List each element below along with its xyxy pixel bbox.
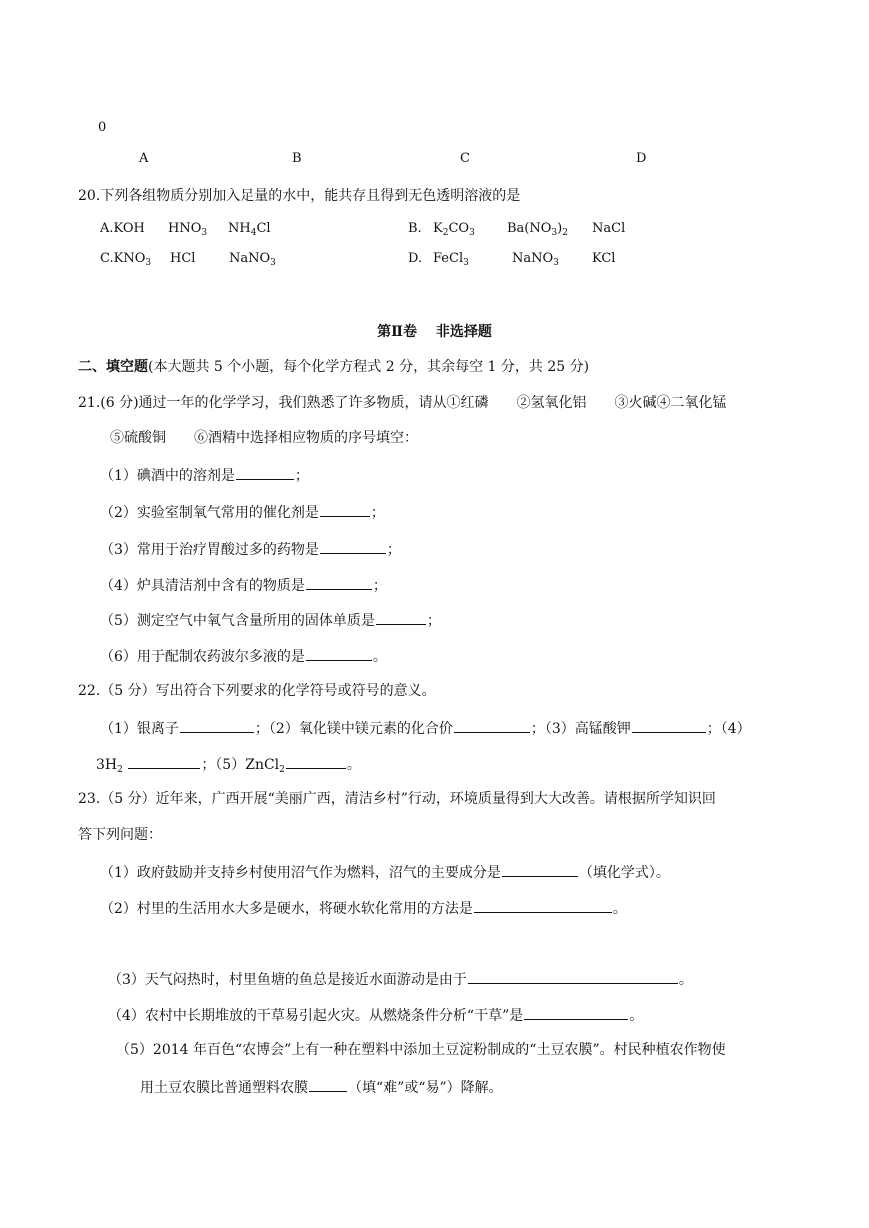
option-label-d: D: [636, 151, 647, 166]
answer-blank[interactable]: [524, 1004, 628, 1020]
q20-option-b: B.: [408, 221, 422, 236]
q23-item-5: （5）2014 年百色“农博会”上有一种在塑料中添加土豆淀粉制成的“土豆农膜”。村民种植农作物使: [116, 1042, 726, 1058]
answer-blank[interactable]: [454, 717, 530, 733]
q21-item-6: （6）用于配制农药波尔多液的是 。: [100, 645, 387, 667]
answer-blank[interactable]: [632, 717, 706, 733]
option-label-c: C: [460, 151, 470, 166]
q20-option-b-1: $K_2CO_3$: [433, 221, 475, 238]
question-22-stem: 22.（5 分）写出符合下列要求的化学符号或符号的意义。: [78, 683, 436, 699]
question-21-stem: 21.(6 分)通过一年的化学学习，我们熟悉了许多物质，请从①红磷 ②氢氧化铝 ③火碱④二氧化锰: [78, 395, 727, 411]
question-20-stem: 20.下列各组物质分别加入足量的水中，能共存且得到无色透明溶液的是: [78, 188, 521, 204]
q20-option-a-2: $HNO_3$: [168, 221, 208, 238]
q20-option-a-3: $NH_4Cl$: [228, 221, 271, 238]
answer-blank[interactable]: [286, 753, 346, 769]
question-23-stem-2: 答下列问题：: [78, 827, 162, 843]
answer-blank[interactable]: [128, 753, 200, 769]
q20-option-c: $C.KNO_3$: [100, 251, 152, 268]
axis-zero-label: 0: [98, 120, 107, 135]
q20-option-d: D.: [408, 251, 423, 266]
answer-blank[interactable]: [320, 538, 386, 554]
q21-item-4: （4）炉具清洁剂中含有的物质是 ；: [100, 574, 387, 596]
q23-item-4: （4）农村中长期堆放的干草易引起火灾。从燃烧条件分析“干草”是 。: [108, 1004, 643, 1026]
option-label-b: B: [292, 151, 302, 166]
answer-blank[interactable]: [502, 861, 578, 877]
q20-option-a: A.KOH: [100, 221, 145, 236]
q23-item-2: （2）村里的生活用水大多是硬水，将硬水软化常用的方法是 。: [100, 897, 627, 919]
q21-item-5: （5）测定空气中氧气含量所用的固体单质是 ；: [100, 609, 441, 631]
q22-line-2: $3H_2$ ；（5）ZnCl$_2$ 。: [96, 753, 361, 775]
answer-blank[interactable]: [474, 897, 612, 913]
q20-option-d-1: FeCl$_3$: [433, 251, 469, 268]
q20-option-c-2: HCl: [170, 251, 196, 266]
question-23-stem: 23.（5 分）近年来，广西开展“美丽广西，清洁乡村”行动，环境质量得到大大改善。请根据所学知识回: [78, 791, 716, 807]
q20-option-b-2: $Ba(NO_3)_2$: [507, 221, 568, 238]
q23-item-5-2: 用土豆农膜比普通塑料农膜 （填“难”或“易”）降解。: [140, 1076, 503, 1098]
q20-option-d-2: NaNO$_3$: [512, 251, 559, 268]
answer-blank[interactable]: [468, 968, 678, 984]
section-title: 第Ⅱ卷 非选择题: [377, 324, 492, 340]
question-21-stem-2: ⑤硫酸铜 ⑥酒精中选择相应物质的序号填空：: [110, 430, 418, 446]
q21-item-2: （2）实验室制氧气常用的催化剂是 ；: [100, 501, 385, 523]
answer-blank[interactable]: [376, 609, 426, 625]
q23-item-1: （1）政府鼓励并支持乡村使用沼气作为燃料，沼气的主要成分是 （填化学式）。: [100, 861, 670, 883]
q20-option-d-3: KCl: [592, 251, 616, 266]
section-heading: 二、填空题(本大题共 5 个小题，每个化学方程式 2 分，其余每空 1 分，共 25 分): [78, 359, 590, 375]
q20-option-b-3: NaCl: [592, 221, 626, 236]
q20-option-c-3: NaNO$_3$: [229, 251, 276, 268]
answer-blank[interactable]: [306, 574, 372, 590]
q23-item-3: （3）天气闷热时，村里鱼塘的鱼总是接近水面游动是由于 。: [108, 968, 693, 990]
option-label-a: A: [139, 151, 149, 166]
answer-blank[interactable]: [320, 501, 370, 517]
q22-line-1: （1）银离子 ；（2）氧化镁中镁元素的化合价 ；（3）高锰酸钾 ；（4）: [100, 717, 751, 739]
answer-blank[interactable]: [309, 1076, 347, 1092]
q21-item-3: （3）常用于治疗胃酸过多的药物是 ；: [100, 538, 401, 560]
answer-blank[interactable]: [306, 645, 372, 661]
q21-item-1: （1）碘酒中的溶剂是 ；: [100, 464, 309, 486]
answer-blank[interactable]: [236, 464, 294, 480]
answer-blank[interactable]: [180, 717, 254, 733]
